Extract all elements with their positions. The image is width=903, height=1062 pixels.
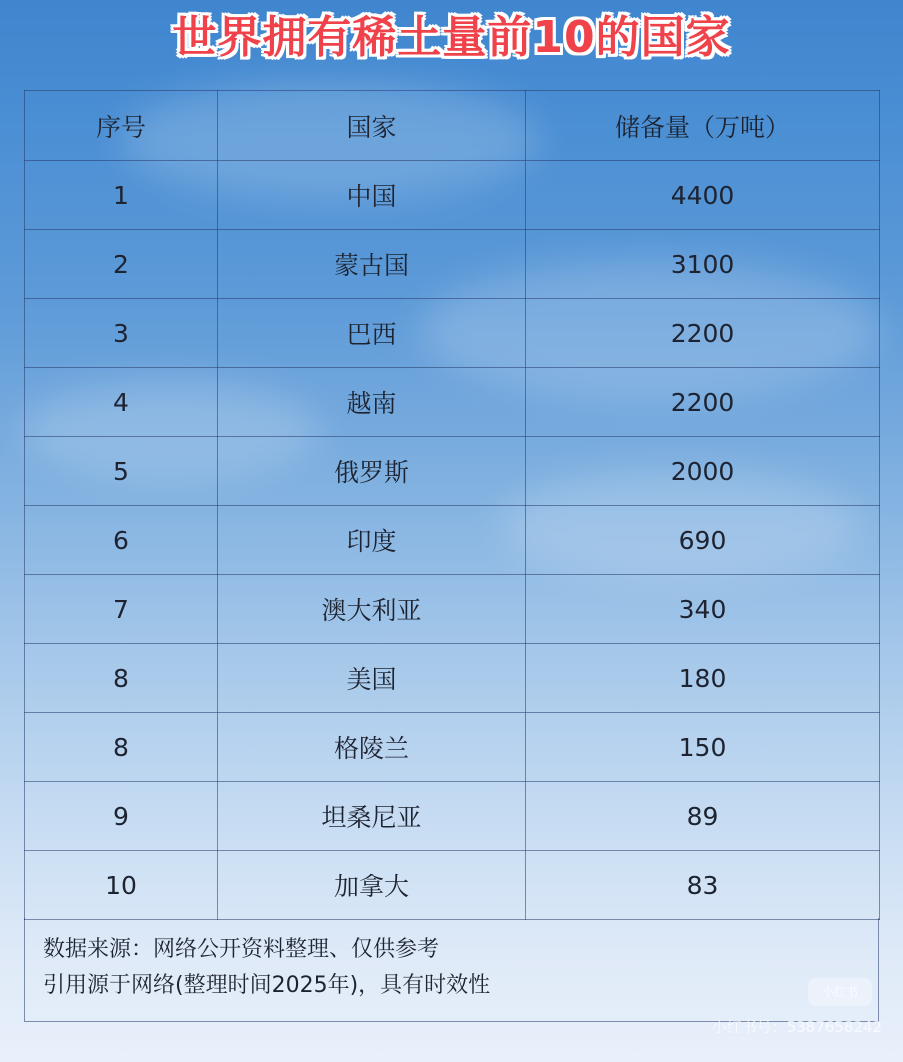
cell-rank: 8 [25,713,218,782]
cell-reserve: 180 [526,644,880,713]
cell-country: 美国 [218,644,526,713]
cell-reserve: 340 [526,575,880,644]
cell-rank: 8 [25,644,218,713]
cell-rank: 9 [25,782,218,851]
source-note-line-2: 引用源于网络(整理时间2025年)，具有时效性 [43,973,491,998]
cell-country: 澳大利亚 [218,575,526,644]
table-row [25,851,880,920]
page-title: 世界拥有稀土量前10的国家 [172,12,731,63]
source-note-line-1: 数据来源：网络公开资料整理、仅供参考 [43,937,440,962]
cell-country: 格陵兰 [218,713,526,782]
table-row [25,368,880,437]
header-rank: 序号 [25,91,218,161]
cell-reserve: 2000 [526,437,880,506]
cell-reserve: 2200 [526,299,880,368]
table-row [25,299,880,368]
header-reserve: 储备量（万吨） [526,91,880,161]
cell-country: 蒙古国 [218,230,526,299]
cell-rank: 3 [25,299,218,368]
cell-rank: 4 [25,368,218,437]
reserves-table [24,90,880,920]
cell-rank: 1 [25,161,218,230]
table-row [25,575,880,644]
cell-rank: 10 [25,851,218,920]
header-country: 国家 [218,91,526,161]
cell-reserve: 3100 [526,230,880,299]
source-note [24,918,879,1022]
cell-rank: 7 [25,575,218,644]
reserves-table-container [24,90,879,920]
watermark-id: 小红书号：5387658242 [711,1018,882,1036]
table-row [25,782,880,851]
cell-country: 中国 [218,161,526,230]
table-row [25,161,880,230]
cell-country: 俄罗斯 [218,437,526,506]
watermark-logo: 小红书 [808,978,872,1006]
cell-reserve: 4400 [526,161,880,230]
table-header-row [25,91,880,161]
cell-country: 越南 [218,368,526,437]
cell-country: 加拿大 [218,851,526,920]
cell-country: 印度 [218,506,526,575]
table-row [25,713,880,782]
cell-rank: 5 [25,437,218,506]
table-row [25,437,880,506]
table-row [25,230,880,299]
cell-country: 巴西 [218,299,526,368]
cell-rank: 2 [25,230,218,299]
cell-reserve: 150 [526,713,880,782]
cell-rank: 6 [25,506,218,575]
table-row [25,644,880,713]
cell-reserve: 2200 [526,368,880,437]
cell-reserve: 690 [526,506,880,575]
cell-reserve: 83 [526,851,880,920]
cell-reserve: 89 [526,782,880,851]
cell-country: 坦桑尼亚 [218,782,526,851]
table-row [25,506,880,575]
